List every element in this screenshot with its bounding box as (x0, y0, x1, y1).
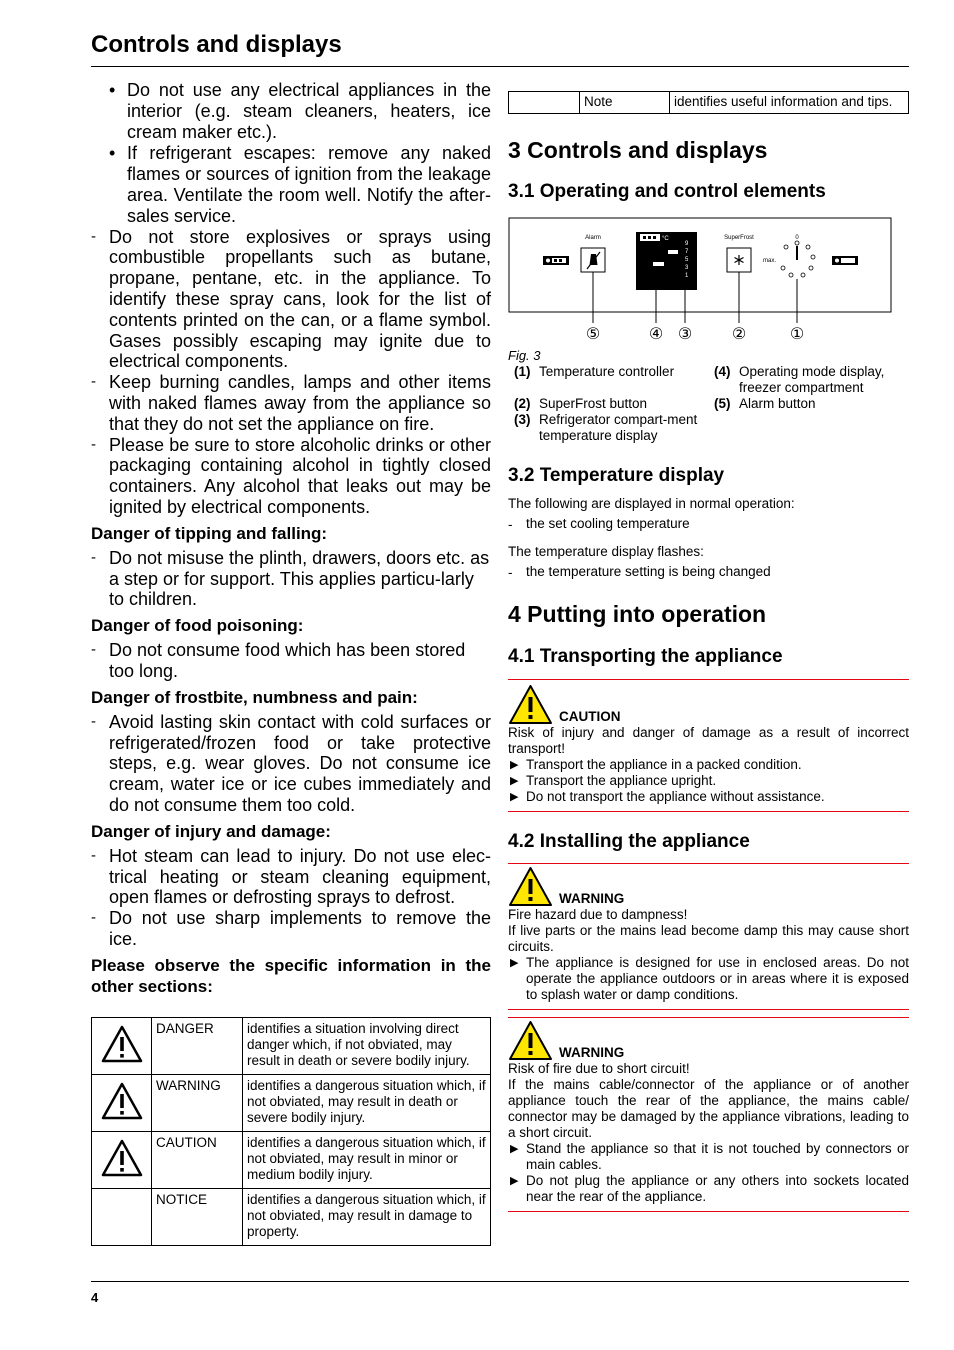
callout-1: ① (789, 324, 805, 342)
signal-word-table (91, 1017, 491, 1246)
section-heading-injury: Danger of injury and damage: (91, 821, 331, 841)
warning1-list (508, 955, 909, 1003)
warning1-line2: If live parts or the mains lead become damp this may cause short circuits. (508, 923, 909, 954)
list-item: ▶ Transport the appliance in a packed condition. (508, 757, 909, 773)
safety-bullet-list (91, 80, 491, 227)
section-heading-tipping: Danger of tipping and falling: (91, 523, 328, 543)
tipping-list (91, 548, 491, 610)
caution-top-rule (508, 679, 909, 680)
indicator-left-icon (543, 256, 569, 265)
warning2-header (508, 1020, 909, 1061)
legend-item: (3) Refrigerator compart-ment temperature display (514, 412, 698, 443)
normal-intro: The following are displayed in normal operation: (508, 496, 795, 511)
table-row (92, 1188, 491, 1245)
warning1-top-rule (508, 863, 909, 864)
observe-heading: Please observe the specific information in the other sections: (91, 955, 491, 996)
warning2-block (508, 1020, 909, 1205)
scale-5: 5 (685, 257, 689, 263)
table-row (509, 92, 909, 114)
page-number: 4 (91, 1290, 99, 1305)
table-cell-icon (509, 92, 580, 114)
warning2-label: WARNING (559, 1045, 625, 1060)
callout-2: ② (731, 324, 747, 342)
caution-bottom-rule (508, 811, 909, 812)
list-item: - Do not use sharp implements to remove the ice. (91, 908, 491, 950)
control-panel-drawing (508, 217, 893, 342)
control-panel-figure (508, 217, 893, 342)
callout-4: ④ (648, 324, 664, 342)
table-row (92, 1131, 491, 1188)
caution-header (508, 684, 909, 725)
table-cell-text: identifies a dangerous situation which, if not obviated, may result in death or severe bodily injury. (243, 1074, 491, 1131)
table-cell-level: WARNING (152, 1074, 243, 1131)
table-cell-text: identifies useful information and tips. (670, 92, 909, 114)
table-cell-icon (92, 1074, 152, 1131)
list-item: - Hot steam can lead to injury. Do not use elec-trical heating or steam cleaning equipment, open flames or defrosting sprays to defrost. (91, 846, 491, 908)
list-item: - the temperature setting is being changed (508, 564, 909, 580)
table-cell-level: DANGER (152, 1017, 243, 1074)
list-item: ▶ Transport the appliance upright. (508, 773, 909, 789)
section-heading-frostbite: Danger of frostbite, numbness and pain: (91, 687, 418, 707)
warning-yellow-icon (508, 1020, 553, 1061)
section-4-heading: 4 Putting into operation (508, 601, 767, 627)
flash-intro: The temperature display flashes: (508, 544, 704, 559)
scale-9: 9 (685, 241, 689, 247)
warning1-block (508, 866, 909, 1003)
warning2-bottom-rule (508, 1211, 909, 1212)
right-column (508, 80, 909, 1212)
list-item: • Do not use any electrical appliances in the interior (e.g. steam cleaners, heaters, ice cream maker etc.). (91, 80, 491, 142)
safety-dash-list (91, 227, 491, 518)
list-item: - Avoid lasting skin contact with cold surfaces or refrigerated/frozen food or take protective steps, e.g. wear gloves. Do not consume ice cream, water ice or ice cubes immediately and do not consume them too cold. (91, 712, 491, 816)
page-header (91, 30, 909, 60)
callout-3: ③ (677, 324, 693, 342)
scale-1: 1 (685, 273, 689, 279)
display-segment (668, 250, 678, 254)
table-cell-level: CAUTION (152, 1131, 243, 1188)
food-list (91, 640, 491, 682)
display-segment (653, 262, 664, 266)
section-4-1-heading: 4.1 Transporting the appliance (508, 646, 783, 667)
page-title: Controls and displays (91, 31, 342, 58)
warning1-header (508, 866, 909, 907)
scale-7: 7 (685, 249, 689, 255)
caution-list (508, 757, 909, 805)
table-cell-icon (92, 1131, 152, 1188)
alarm-label: Alarm (585, 235, 601, 241)
legend-item: (5) Alarm button (714, 396, 816, 411)
note-table (508, 91, 909, 114)
figure-legend (508, 364, 909, 444)
list-item: • If refrigerant escapes: remove any naked flames or sources of ignition from the leakage area. Ventilate the room well. Notify the after-sales service. (91, 143, 491, 226)
frostbite-list (91, 712, 491, 816)
callout-5: ⑤ (585, 324, 601, 342)
list-item: ▶ The appliance is designed for use in enclosed areas. Do not operate the appliance outdoors or in areas where it is exposed to splash water or damp conditions. (508, 955, 909, 1003)
list-item: - Do not misuse the plinth, drawers, doors etc. as a step or for support. This applies particu-larly to children. (91, 548, 491, 610)
list-item: - Do not store explosives or sprays using combustible propellants such as butane, propane, pentane, etc. in the appliance. To identify these spray cans, look for the list of contents printed on the can, or a flame symbol. Gases possibly escaping may ignite due to electrical components. (91, 227, 491, 373)
warning2-list (508, 1141, 909, 1205)
warning-triangle-icon (100, 1081, 144, 1121)
section-heading-food: Danger of food poisoning: (91, 616, 304, 636)
list-item: - the set cooling temperature (508, 516, 909, 532)
left-column (91, 80, 491, 1246)
warning-triangle-icon (100, 1138, 144, 1178)
warning1-bottom-rule (508, 1009, 909, 1010)
warning-triangle-icon (100, 1024, 144, 1064)
section-3-1-heading: 3.1 Operating and control elements (508, 181, 826, 202)
table-row (92, 1017, 491, 1074)
legend-item: (1) Temperature controller (514, 364, 675, 379)
dial-zero-label: 0 (795, 235, 799, 241)
list-item: ▶ Stand the appliance so that it is not touched by connectors or main cables. (508, 1141, 909, 1173)
table-cell-text: identifies a situation involving direct danger which, if not obviated, may result in death or severe bodily injury. (243, 1017, 491, 1074)
table-cell-icon (92, 1017, 152, 1074)
display-mode-icon (640, 234, 660, 241)
figure-caption: Fig. 3 (508, 348, 541, 363)
warning2-top-rule (508, 1017, 909, 1018)
footer-rule (91, 1281, 909, 1282)
legend-item: (2) SuperFrost button (514, 396, 648, 411)
caution-text: Risk of injury and danger of damage as a result of incorrect transport! (508, 725, 909, 756)
warning-yellow-icon (508, 866, 553, 907)
section-3-2-heading: 3.2 Temperature display (508, 465, 725, 486)
scale-3: 3 (685, 265, 689, 271)
table-cell-icon (92, 1188, 152, 1245)
list-item: - Please be sure to store alcoholic drinks or other packaging containing alcohol in tightly closed containers. Any alcohol that leaks out may be ignited by electrical components. (91, 435, 491, 518)
section-3-heading: 3 Controls and displays (508, 137, 768, 163)
display-unit: °C (662, 236, 669, 242)
list-item: ▶ Do not plug the appliance or any others into sockets located near the rear of the appliance. (508, 1173, 909, 1205)
section-4-2-heading: 4.2 Installing the appliance (508, 831, 750, 852)
header-rule (91, 66, 909, 67)
warning1-label: WARNING (559, 891, 625, 906)
superfrost-label: SuperFrost (724, 235, 754, 241)
table-cell-text: identifies a dangerous situation which, if not obviated, may result in damage to property. (243, 1188, 491, 1245)
list-item: ▶ Do not transport the appliance without assistance. (508, 789, 909, 805)
warning1-line1: Fire hazard due to dampness! (508, 907, 688, 922)
warning-yellow-icon (508, 684, 553, 725)
table-cell-level: NOTICE (152, 1188, 243, 1245)
injury-list (91, 846, 491, 950)
normal-list (508, 516, 909, 532)
warning2-line2: If the mains cable/connector of the appliance or of another appliance touch the rear of the appliance, the mains cable/ connector may be damaged by the appliance vibrations, leading to a short circuit. (508, 1077, 909, 1140)
dial-max-label: max. (763, 258, 777, 264)
list-item: - Keep burning candles, lamps and other items with naked flames away from the appliance so that they do not set the appliance on fire. (91, 372, 491, 434)
indicator-right-icon (832, 256, 858, 265)
flash-list (508, 564, 909, 580)
table-row (92, 1074, 491, 1131)
caution-label: CAUTION (559, 709, 621, 724)
warning2-line1: Risk of fire due to short circuit! (508, 1061, 690, 1076)
caution-block (508, 684, 909, 805)
table-cell-text: identifies a dangerous situation which, if not obviated, may result in minor or medium bodily injury. (243, 1131, 491, 1188)
table-cell-level: Note (580, 92, 670, 114)
list-item: - Do not consume food which has been stored too long. (91, 640, 491, 682)
legend-item: (4) Operating mode display, freezer compartment (714, 364, 885, 395)
